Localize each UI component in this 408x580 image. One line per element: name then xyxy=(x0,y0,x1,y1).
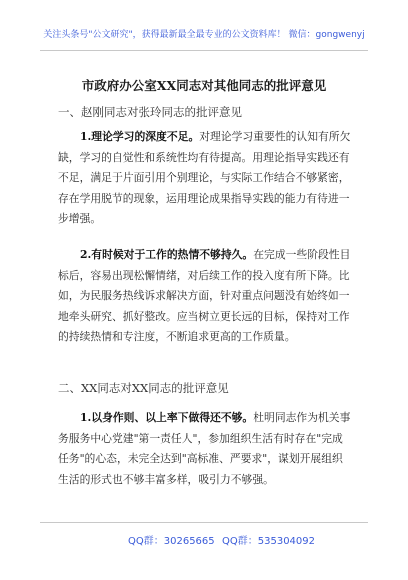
section-heading-2: 二、XX同志对XX同志的批评意见 xyxy=(58,381,229,395)
paragraph-2-1 xyxy=(58,408,352,490)
paragraph-lead: 1.以身作则、以上率下做得还不够。 xyxy=(80,411,254,424)
paragraph-body: 杜明同志作为机关事务服务中心党建"第一责任人"，参加组织生活有时存在"完成任务"的心态，未完全达到"高标准、严要求"，谋划开展组织生活的形式也不够丰富多样，吸引力不够强。 xyxy=(58,411,351,486)
paragraph-1-2 xyxy=(58,245,352,348)
section-heading-1: 一、赵刚同志对张玲同志的批评意见 xyxy=(58,105,242,119)
paragraph-lead: 1.理论学习的深度不足。 xyxy=(80,130,200,143)
footer-qq-group-2: QQ群：535304092 xyxy=(222,536,316,547)
paragraph-body: 对理论学习重要性的认知有所欠缺，学习的自觉性和系统性均有待提高。用理论指导实践还有不足，满足于片面引用个别理论，与实际工作结合不够紧密，存在学用脱节的现象，运用理论成果指导实践的能力有待进一步增强。 xyxy=(58,130,351,225)
paragraph-lead: 2.有时候对于工作的热情不够持久。 xyxy=(80,248,254,261)
paragraph-1-1 xyxy=(58,127,352,230)
footer-qq-group-1: QQ群：30265665 xyxy=(128,536,215,547)
header-divider xyxy=(40,50,368,51)
header-banner: 关注头条号"公文研究"，获得最新最全最专业的公文资料库！ 微信：gongwenyj xyxy=(43,30,365,40)
paragraph-body: 在完成一些阶段性目标后，容易出现松懈情绪，对后续工作的投入度有所下降。比如，为民服务热线诉求解决方面，针对重点问题没有始终如一地牵头研究、抓好整改。应当树立更长远的目标，保持对工作的持续热情和专注度，不断追求更高的工作质量。 xyxy=(58,248,351,343)
document-title: 市政府办公室XX同志对其他同志的批评意见 xyxy=(81,78,327,93)
footer-divider xyxy=(40,522,368,523)
